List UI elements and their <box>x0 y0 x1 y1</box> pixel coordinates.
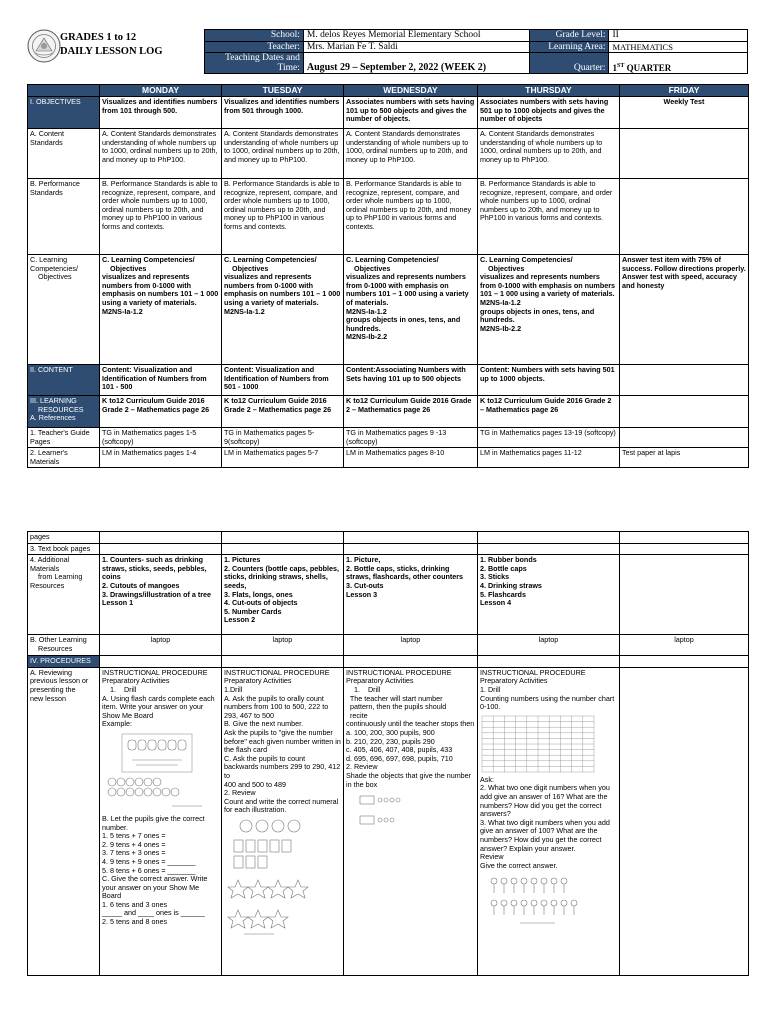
review-thursday <box>478 667 620 975</box>
objectives-monday: Visualizes and identifies numbers from 101 through 500. <box>100 97 222 129</box>
competencies-thursday-subhead: Objectives <box>488 263 525 273</box>
additional-wednesday-item: 3. Cut-outs <box>346 580 384 590</box>
review-tuesday-line: A. Ask the pupils to orally count numbers from 100 to 500, 222 to 293, 467 to 500 <box>224 693 329 720</box>
tg-thursday: TG in Mathematics pages 13-19 (softcopy) <box>478 428 620 448</box>
review-label-line4: new lesson <box>30 693 66 703</box>
additional-thursday-item: 5. Flashcards <box>480 589 526 599</box>
textbook-thursday <box>478 543 620 555</box>
competencies-label-line3: Objectives <box>38 272 72 282</box>
counting-illustrations <box>224 818 334 938</box>
content-label: II. CONTENT <box>28 365 100 396</box>
review-thursday-line: Counting numbers using the number chart 0-100. <box>480 693 615 712</box>
competencies-wednesday-head: C. Learning Competencies/ <box>346 255 439 264</box>
competencies-thursday-text: visualizes and represents numbers from 0-1000 with emphasis on numbers 101 – 1 000 using a variety of materials. <box>480 272 616 299</box>
performance-standards-friday <box>620 179 749 255</box>
resources-wednesday: K to12 Curriculum Guide 2016 Grade 2 – Mathematics page 26 <box>344 396 478 428</box>
additional-wednesday <box>344 555 478 635</box>
resources-friday <box>620 396 749 428</box>
additional-thursday <box>478 555 620 635</box>
competencies-monday-text: visualizes and represents numbers from 0-1000 with emphasis on numbers 101 – 1 000 using a variety of materials. <box>102 272 219 307</box>
resources-label-line2: RESOURCES <box>38 404 84 414</box>
other-wednesday: laptop <box>344 635 478 656</box>
pages-thursday <box>478 532 620 544</box>
teacher-value: Mrs. Marian Fe T. Saldi <box>303 41 529 53</box>
review-thursday-line: INSTRUCTIONAL PROCEDURE <box>480 667 586 677</box>
procedures-friday <box>620 656 749 668</box>
competencies-friday: Answer test item with 75% of success. Follow directions properly. Answer test with speed, accuracy and honesty <box>620 255 749 365</box>
review-wednesday-line: 2. Review <box>346 762 378 772</box>
procedures-tuesday <box>222 656 344 668</box>
review-tuesday-line: 2. Review <box>224 788 256 798</box>
review-monday-line: 4. 9 tens + 9 ones = _______ <box>102 856 196 866</box>
pages-label: pages <box>28 532 100 544</box>
content-standards-friday <box>620 129 749 179</box>
deped-seal-logo <box>27 29 61 63</box>
additional-label-line4: Resources <box>30 580 65 590</box>
review-monday-line: A. Using flash cards complete each item. Write your answer on your Show Me Board <box>102 693 215 720</box>
competencies-label-line1: C. Learning <box>30 255 68 264</box>
review-monday-line: 1. 5 tens + 7 ones = <box>102 831 166 841</box>
form-title-line1: GRADES 1 to 12 <box>60 32 137 43</box>
lm-label: 2. Learner's Materials <box>28 448 100 468</box>
review-label-line3: presenting the <box>30 684 76 694</box>
additional-monday <box>100 555 222 635</box>
additional-tuesday-item: 5. Number Cards <box>224 606 282 616</box>
lm-thursday: LM in Mathematics pages 11-12 <box>478 448 620 468</box>
row-content-standards <box>28 129 749 179</box>
textbook-label: 3. Text book pages <box>28 543 100 555</box>
day-header-tuesday: TUESDAY <box>222 85 344 97</box>
additional-tuesday-item: 2. Counters (bottle caps, pebbles, sticks, drinking straws, shells, seeds, <box>224 563 340 590</box>
procedures-label: IV. PROCEDURES <box>28 656 100 668</box>
resources-label <box>28 396 100 428</box>
review-tuesday-line: 1.Drill <box>224 684 243 694</box>
review-thursday-line: 1. Drill <box>480 684 501 694</box>
additional-label <box>28 555 100 635</box>
other-friday: laptop <box>620 635 749 656</box>
content-standards-thursday: A. Content Standards demonstrates understanding of whole numbers up to 1000, ordinal numbers up to 20th, and money up to PhP100. <box>478 129 620 179</box>
review-thursday-line: Give the correct answer. <box>480 860 558 870</box>
review-monday-line: Example: <box>102 719 132 729</box>
objectives-friday: Weekly Test <box>620 97 749 129</box>
textbook-friday <box>620 543 749 555</box>
review-monday-line: _____ and ____ ones is ______ <box>102 908 205 918</box>
review-monday-line: 3. 7 tens + 3 ones = <box>102 848 166 858</box>
other-monday: laptop <box>100 635 222 656</box>
additional-tuesday-item: 4. Cut-outs of objects <box>224 598 298 608</box>
row-textbook-pages <box>28 543 749 555</box>
additional-tuesday-item: 1. Pictures <box>224 555 261 565</box>
other-thursday: laptop <box>478 635 620 656</box>
review-monday <box>100 667 222 975</box>
lm-monday: LM in Mathematics pages 1-4 <box>100 448 222 468</box>
corner-cell <box>28 85 100 97</box>
review-tuesday-line: Ask the pupils to "give the number before" each given number written in the flash card <box>224 727 341 755</box>
tg-friday <box>620 428 749 448</box>
review-wednesday-line: INSTRUCTIONAL PROCEDURE <box>346 667 452 677</box>
review-monday-line: 1. 6 tens and 3 ones <box>102 899 168 909</box>
review-monday-line: B. Let the pupils give the correct number. <box>102 813 205 832</box>
additional-thursday-item: 1. Rubber bonds <box>480 555 537 565</box>
competencies-tuesday-subhead: Objectives <box>232 263 269 273</box>
competencies-monday-code: M2NS-Ia-1.2 <box>102 306 143 316</box>
competencies-wednesday-extra-code: M2NS-Ib-2.2 <box>346 332 388 342</box>
procedures-thursday <box>478 656 620 668</box>
additional-label-line3: from Learning <box>38 572 83 582</box>
row-additional-materials <box>28 555 749 635</box>
competencies-monday <box>100 255 222 365</box>
review-wednesday-line: c. 405, 406, 407, 408, pupils, 433 <box>346 745 453 755</box>
review-wednesday-line: pattern, then the pupils should <box>346 702 447 712</box>
additional-thursday-item: Lesson 4 <box>480 598 512 608</box>
dates-label-line1: Teaching Dates and <box>225 53 300 63</box>
lm-friday: Test paper at lapis <box>620 448 749 468</box>
competencies-tuesday-head: C. Learning Competencies/ <box>224 255 317 264</box>
dates-label <box>205 53 304 74</box>
pages-friday <box>620 532 749 544</box>
row-performance-standards <box>28 179 749 255</box>
content-standards-monday: A. Content Standards demonstrates understanding of whole numbers up to 1000, ordinal numbers up to 20th, and money up to PhP100. <box>100 129 222 179</box>
review-monday-line: INSTRUCTIONAL PROCEDURE <box>102 667 208 677</box>
other-label-line2: Resources <box>38 643 73 653</box>
dates-label-line2: Time: <box>277 63 300 73</box>
additional-tuesday <box>222 555 344 635</box>
additional-tuesday-item: Lesson 2 <box>224 615 256 625</box>
other-tuesday: laptop <box>222 635 344 656</box>
review-tuesday-line: C. Ask the pupils to count backwards numbers 299 to 290, 412 to <box>224 753 341 780</box>
review-monday-line: Preparatory Activities <box>102 676 170 686</box>
additional-monday-item: Lesson 1 <box>102 598 134 608</box>
header <box>27 29 748 75</box>
objectives-label: I. OBJECTIVES <box>28 97 100 129</box>
performance-standards-label: B. Performance Standards <box>28 179 100 255</box>
tg-monday: TG in Mathematics pages 1-5 (softcopy) <box>100 428 222 448</box>
content-thursday: Content: Numbers with sets having 501 up to 1000 objects. <box>478 365 620 396</box>
review-tuesday-line: INSTRUCTIONAL PROCEDURE <box>224 667 330 677</box>
additional-label-line2: Materials <box>30 563 60 573</box>
tg-label: 1. Teacher's Guide Pages <box>28 428 100 448</box>
quarter-label: Quarter: <box>529 53 609 74</box>
additional-monday-item: 2. Cutouts of mangoes <box>102 580 180 590</box>
competencies-tuesday-text: visualizes and represents numbers from 0-1000 with emphasis on numbers 101 – 1 000 using a variety of materials. <box>224 272 341 307</box>
competencies-wednesday-text: visualizes and represents numbers from 0-1000 with emphasis on numbers 101 – 1 000 using a variety of materials. <box>346 272 469 307</box>
review-wednesday-line: a. 100, 200, 300 pupils, 900 <box>346 727 435 737</box>
review-monday-line: 1. Drill <box>102 684 137 694</box>
competencies-wednesday-subhead: Objectives <box>354 263 391 273</box>
review-monday-line: 5. 8 tens + 6 ones = _______ <box>102 865 196 875</box>
quarter-value <box>609 53 748 74</box>
row-content <box>28 365 749 396</box>
review-friday <box>620 667 749 975</box>
review-tuesday-line: B. Give the next number. <box>224 719 304 729</box>
additional-wednesday-item: Lesson 3 <box>346 589 378 599</box>
review-monday-line: C. Give the correct answer. Write your answer on your Show Me Board <box>102 874 208 901</box>
row-teachers-guide <box>28 428 749 448</box>
teacher-label: Teacher: <box>205 41 304 53</box>
form-title <box>60 31 163 59</box>
row-pages <box>28 532 749 544</box>
resources-label-line3: A. References <box>30 413 76 423</box>
quarter-number: 1 <box>612 63 617 73</box>
content-standards-wednesday: A. Content Standards demonstrates understanding of whole numbers up to 1000, ordinal numbers up to 20th, and money up to PhP100. <box>344 129 478 179</box>
flowers-illustration <box>480 873 590 927</box>
competencies-wednesday-code: M2NS-Ia-1.2 <box>346 306 387 316</box>
review-tuesday-line: 400 and 500 to 489 <box>224 779 286 789</box>
review-thursday-line: Ask: <box>480 774 494 784</box>
review-label <box>28 667 100 975</box>
additional-tuesday-item: 3. Flats, longs, ones <box>224 589 293 599</box>
textbook-monday <box>100 543 222 555</box>
shade-objects-illustration <box>346 792 456 832</box>
review-monday-line: 2. 5 tens and 8 ones <box>102 917 168 927</box>
pages-tuesday <box>222 532 344 544</box>
row-objectives <box>28 97 749 129</box>
review-wednesday-line: d. 695, 696, 697, 698, pupils, 710 <box>346 753 453 763</box>
competencies-monday-subhead: Objectives <box>110 263 147 273</box>
competencies-thursday-extra-code: M2NS-Ib-2.2 <box>480 323 522 333</box>
day-header-friday: FRIDAY <box>620 85 749 97</box>
competencies-thursday <box>478 255 620 365</box>
additional-monday-item: 1. Counters- such as drinking straws, sticks, seeds, pebbles, coins <box>102 555 207 582</box>
additional-thursday-item: 3. Sticks <box>480 572 510 582</box>
procedures-monday <box>100 656 222 668</box>
row-learners-materials <box>28 448 749 468</box>
competencies-wednesday-extra: groups objects in ones, tens, and hundreds. <box>346 315 461 333</box>
review-tuesday-line: Preparatory Activities <box>224 676 292 686</box>
row-procedures <box>28 656 749 668</box>
content-standards-label: A. Content Standards <box>28 129 100 179</box>
competencies-thursday-head: C. Learning Competencies/ <box>480 255 573 264</box>
competencies-label-line2: Competencies/ <box>30 263 78 273</box>
tg-tuesday: TG in Mathematics pages 5-9(softcopy) <box>222 428 344 448</box>
row-review <box>28 667 749 975</box>
review-wednesday <box>344 667 478 975</box>
review-wednesday-line: The teacher will start number <box>346 693 443 703</box>
review-monday-line: 2. 9 tens + 4 ones = <box>102 839 166 849</box>
review-thursday-line: 3. What two digit numbers when you add give an answer of 100? What are the numbers? How did you get the correct answer? Explain your answer. <box>480 817 610 853</box>
lesson-log-table-part1 <box>27 84 749 468</box>
day-header-wednesday: WEDNESDAY <box>344 85 478 97</box>
performance-standards-thursday: B. Performance Standards is able to recognize, represent, compare, and order whole numbers up to 1000, ordinal numbers up to 20th, and money up to PhP100 in various forms and contexts. <box>478 179 620 255</box>
procedures-wednesday <box>344 656 478 668</box>
review-thursday-line: Review <box>480 852 504 862</box>
resources-monday: K to12 Curriculum Guide 2016 Grade 2 – Mathematics page 26 <box>100 396 222 428</box>
pages-monday <box>100 532 222 544</box>
day-header-monday: MONDAY <box>100 85 222 97</box>
quarter-suffix: ST <box>616 63 625 69</box>
performance-standards-wednesday: B. Performance Standards is able to recognize, represent, compare, and order whole numbers up to 1000, ordinal numbers up to 20th, and money up to PhP100 in various forms and contexts. <box>344 179 478 255</box>
objectives-thursday: Associates numbers with sets having 501 up to 1000 objects and gives the number of objects <box>478 97 620 129</box>
row-competencies <box>28 255 749 365</box>
other-label-line1: B. Other Learning <box>30 635 87 645</box>
additional-label-line1: 4. Additional <box>30 555 70 565</box>
form-title-line2: DAILY LESSON LOG <box>60 46 163 57</box>
textbook-tuesday <box>222 543 344 555</box>
competencies-thursday-extra: groups objects in ones, tens, and hundreds. <box>480 306 595 325</box>
review-wednesday-line: Preparatory Activities <box>346 676 414 686</box>
review-wednesday-line: Shade the objects that give the number in the box <box>346 770 472 789</box>
review-thursday-line: 2. What two one digit numbers when you add give an answer of 16? What are the numbers? How did you get the correct answers? <box>480 783 610 819</box>
review-tuesday-line: Count and write the correct numeral for each illustration. <box>224 796 339 815</box>
content-monday: Content: Visualization and Identification of Numbers from 101 - 500 <box>100 365 222 396</box>
review-tuesday <box>222 667 344 975</box>
number-chart-grid <box>480 715 600 773</box>
review-wednesday-line: 1. Drill <box>346 684 381 694</box>
competencies-tuesday-code: M2NS-Ia-1.2 <box>224 306 265 316</box>
review-wednesday-line: b. 210, 220, 230, pupils 290 <box>346 736 435 746</box>
flashcard-example-illustration <box>102 732 212 812</box>
performance-standards-monday: B. Performance Standards is able to recognize, represent, compare, and order whole numbers up to 1000, ordinal numbers up to 20th, and money up to PhP100 in various forms and contexts. <box>100 179 222 255</box>
header-info-table <box>204 29 748 74</box>
grade-label: Grade Level: <box>529 30 609 42</box>
day-header-thursday: THURSDAY <box>478 85 620 97</box>
content-standards-tuesday: A. Content Standards demonstrates understanding of whole numbers up to 1000, ordinal numbers up to 20th, and money up to PhP100. <box>222 129 344 179</box>
tg-wednesday: TG in Mathematics pages 9 -13 (softcopy) <box>344 428 478 448</box>
review-label-line2: previous lesson or <box>30 676 89 686</box>
school-label: School: <box>205 30 304 42</box>
review-thursday-line: Preparatory Activities <box>480 676 548 686</box>
review-label-line1: A. Reviewing <box>30 667 72 677</box>
additional-friday <box>620 555 749 635</box>
objectives-tuesday: Visualizes and identifies numbers from 501 through 1000. <box>222 97 344 129</box>
grade-value: II <box>609 30 748 42</box>
competencies-thursday-code: M2NS-Ia-1.2 <box>480 297 521 307</box>
content-wednesday: Content:Associating Numbers with Sets having 101 up to 500 objects <box>344 365 478 396</box>
content-friday <box>620 365 749 396</box>
review-wednesday-line: recite <box>346 710 368 720</box>
area-label: Learning Area: <box>529 41 609 53</box>
objectives-wednesday: Associates numbers with sets having 101 up to 500 objects and gives the number of objects. <box>344 97 478 129</box>
competencies-wednesday <box>344 255 478 365</box>
additional-thursday-item: 4. Drinking straws <box>480 580 542 590</box>
competencies-tuesday <box>222 255 344 365</box>
competencies-label <box>28 255 100 365</box>
additional-monday-item: 3. Drawings/illustration of a tree <box>102 589 212 599</box>
competencies-monday-head: C. Learning Competencies/ <box>102 255 195 264</box>
lesson-log-table-part2 <box>27 531 749 976</box>
area-value: MATHEMATICS <box>609 41 748 53</box>
resources-label-line1: III. LEARNING <box>30 396 77 405</box>
lm-wednesday: LM in Mathematics pages 8-10 <box>344 448 478 468</box>
quarter-word: QUARTER <box>624 63 672 73</box>
content-tuesday: Content: Visualization and Identification of Numbers from 501 - 1000 <box>222 365 344 396</box>
resources-tuesday: K to12 Curriculum Guide 2016 Grade 2 – Mathematics page 26 <box>222 396 344 428</box>
lm-tuesday: LM in Mathematics pages 5-7 <box>222 448 344 468</box>
additional-wednesday-item: 1. Picture, <box>346 555 381 565</box>
pages-wednesday <box>344 532 478 544</box>
dates-value: August 29 – September 2, 2022 (WEEK 2) <box>303 53 529 74</box>
additional-wednesday-item: 2. Bottle caps, sticks, drinking straws, flashcards, other counters <box>346 563 464 582</box>
other-label <box>28 635 100 656</box>
review-wednesday-line: continuously until the teacher stops then <box>346 719 475 729</box>
performance-standards-tuesday: B. Performance Standards is able to recognize, represent, compare, and order whole numbers up to 1000, ordinal numbers up to 20th, and money up to PhP100 in various forms and contexts. <box>222 179 344 255</box>
textbook-wednesday <box>344 543 478 555</box>
resources-thursday: K to12 Curriculum Guide 2016 Grade 2 – Mathematics page 26 <box>478 396 620 428</box>
row-learning-resources <box>28 396 749 428</box>
school-value: M. delos Reyes Memorial Elementary School <box>303 30 529 42</box>
row-other-resources <box>28 635 749 656</box>
additional-thursday-item: 2. Bottle caps <box>480 563 527 573</box>
